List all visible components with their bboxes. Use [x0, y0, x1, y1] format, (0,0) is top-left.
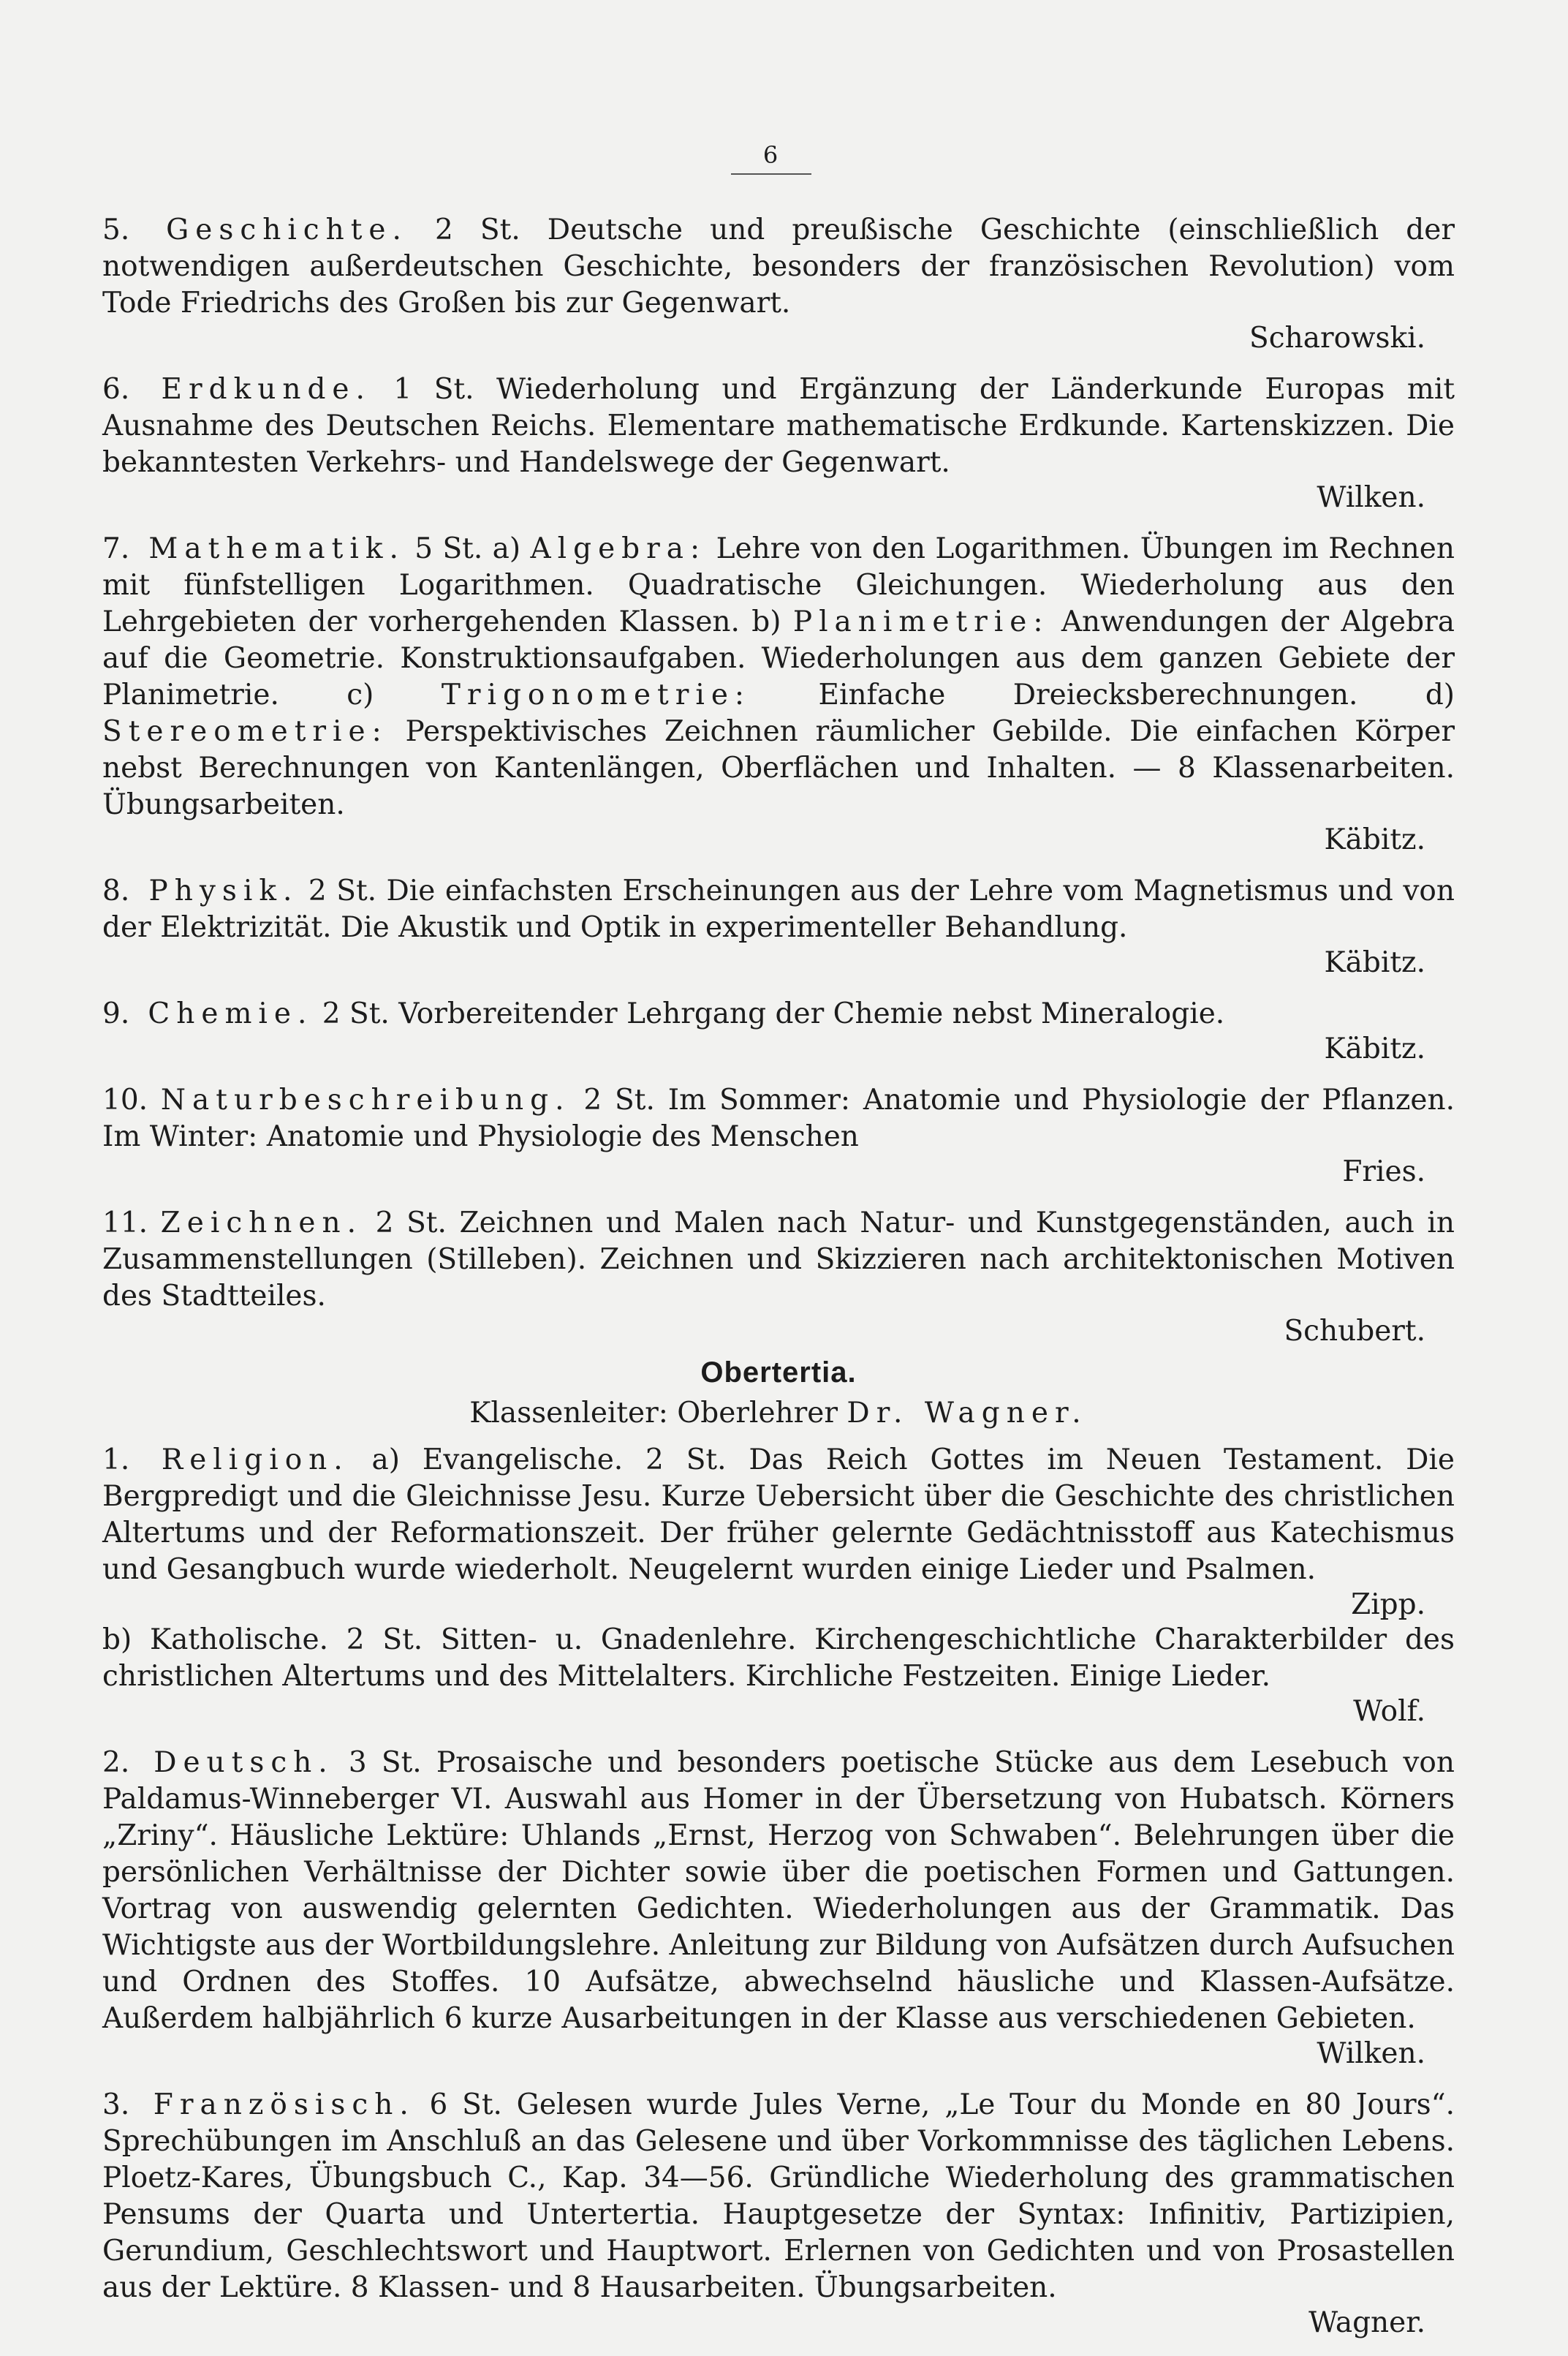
topic-term: Algebra: [530, 532, 707, 565]
item-text: 2 St. Zeichnen und Malen nach Natur- und Kunstgegenständen, auch in Zusammenstellungen (Stilleben). Zeichnen und Skizzieren nach architektonischen Motiven des Stadtteiles. [102, 1207, 1455, 1313]
item-number: 10. [102, 1084, 148, 1117]
teacher-name: Fries. [1342, 1155, 1425, 1188]
teacher-name: Käbitz. [1324, 946, 1425, 979]
item-text: 2 St. Vorbereitender Lehrgang der Chemie nebst Mineralogie. [322, 997, 1225, 1030]
teacher-name: Schubert. [1284, 1315, 1425, 1348]
item-text: 2 St. Die einfachsten Erscheinungen aus der Lehre vom Magnetismus und von der Elektrizität. Die Akustik und Optik in experimenteller Behandlung. [102, 875, 1455, 944]
class-teacher-line [102, 1395, 1455, 1432]
subject-heading: Naturbeschreibung. [160, 1084, 571, 1117]
page-content [102, 212, 1455, 2356]
topic-term: Stereometrie: [102, 715, 388, 748]
list-item [102, 996, 1455, 1066]
item-text: b) Katholische. 2 St. Sitten- u. Gnadenlehre. Kirchengeschichtliche Charakterbilder des christlichen Altertums und des Mittelalters. Kirchliche Festzeiten. Einige Lieder. [102, 1623, 1455, 1693]
list-item [102, 1442, 1455, 1729]
item-number: 5. [102, 214, 130, 246]
item-text: Anwendungen der Algebra auf die Geometrie. Konstruktionsaufgaben. Wiederholungen aus dem ganzen Gebiete der Planimetrie. c) [102, 605, 1455, 711]
teacher-name: Zipp. [1351, 1588, 1425, 1621]
item-number: 3. [102, 2088, 130, 2121]
teacher-name: Käbitz. [1324, 1032, 1425, 1065]
item-text: 2 St. Deutsche und preußische Geschichte (einschließlich der notwendigen außerdeutschen Geschichte, besonders der französischen Revolution) vom Tode Friedrichs des Großen bis zur Gegenwart. [102, 214, 1455, 320]
subject-heading: Französisch. [153, 2088, 415, 2121]
teacher-name: Scharowski. [1249, 322, 1425, 355]
teacher-name: Wilken. [1317, 2037, 1425, 2070]
section-title: Obertertia. [700, 1356, 857, 1389]
topic-term: Trigonometrie: [441, 679, 751, 711]
item-number: 11. [102, 1207, 148, 1239]
class-teacher-label: Klassenleiter: Oberlehrer [469, 1397, 838, 1430]
list-item [102, 873, 1455, 980]
list-item [102, 1745, 1455, 2071]
item-number: 7. [102, 532, 130, 565]
class-teacher-name: Dr. Wagner. [847, 1397, 1088, 1430]
topic-term: Planimetrie: [792, 605, 1050, 638]
list-item [102, 531, 1455, 857]
item-text: 2 St. Im Sommer: Anatomie und Physiologie der Pflanzen. Im Winter: Anatomie und Physiologie des Menschen [102, 1084, 1455, 1153]
item-text: Einfache Dreiecksberechnungen. d) [818, 679, 1455, 711]
subject-heading: Chemie. [148, 997, 314, 1030]
item-text: Perspektivisches Zeichnen räumlicher Gebilde. Die einfachen Körper nebst Berechnungen von Kantenlängen, Oberflächen und Inhalten. — 8 Klassenarbeiten. Übungsarbeiten. [102, 715, 1455, 821]
page-number: 6 [731, 141, 811, 175]
item-number: 8. [102, 875, 130, 907]
list-item [102, 1205, 1455, 1348]
item-text: Lehre von den Logarithmen. Übungen im Rechnen mit fünfstelligen Logarithmen. Quadratische Gleichungen. Wiederholung aus den Lehrgebieten der vorhergehenden Klassen. b) [102, 532, 1455, 638]
subject-heading: Physik. [148, 875, 299, 907]
subject-heading: Mathematik. [148, 532, 405, 565]
teacher-name: Wilken. [1317, 481, 1425, 514]
item-text: 6 St. Gelesen wurde Jules Verne, „Le Tour du Monde en 80 Jours“. Sprechübungen im Anschluß an das Gelesene und über Vorkommnisse des täglichen Lebens. Ploetz-Kares, Übungsbuch C., Kap. 34—56. Gründliche Wiederholung des grammatischen Pensums der Quarta und Untertertia. Hauptgesetze der Syntax: Infinitiv, Partizipien, Gerundium, Geschlechtswort und Hauptwort. Erlernen von Gedichten und von Prosastellen aus der Lektüre. 8 Klassen- und 8 Hausarbeiten. Übungsarbeiten. [102, 2088, 1455, 2304]
subject-heading: Erdkunde. [161, 373, 371, 406]
list-item [102, 1082, 1455, 1189]
subject-heading: Zeichnen. [160, 1207, 363, 1239]
list-item [102, 212, 1455, 355]
item-text: a) Evangelische. 2 St. Das Reich Gottes im Neuen Testament. Die Bergpredigt und die Gleichnisse Jesu. Kurze Uebersicht über die Geschichte des christlichen Altertums und der Reformationszeit. Der früher gelernte Gedächtnisstoff aus Katechismus und Gesangbuch wurde wiederholt. Neugelernt wurden einige Lieder und Psalmen. [102, 1443, 1455, 1586]
item-text: 1 St. Wiederholung und Ergänzung der Länderkunde Europas mit Ausnahme des Deutschen Reichs. Elementare mathematische Erdkunde. Kartenskizzen. Die bekanntesten Verkehrs- und Handelswege der Gegenwart. [102, 373, 1455, 479]
subject-heading: Religion. [161, 1443, 349, 1476]
item-text: 3 St. Prosaische und besonders poetische Stücke aus dem Lesebuch von Paldamus-Winneberger VI. Auswahl aus Homer in der Übersetzung von Hubatsch. Körners „Zriny“. Häusliche Lektüre: Uhlands „Ernst, Herzog von Schwaben“. Belehrungen über die persönlichen Verhältnisse der Dichter sowie über die poetischen Formen und Gattungen. Vortrag von auswendig gelernten Gedichten. Wiederholungen aus der Grammatik. Das Wichtigste aus der Wortbildungslehre. Anleitung zur Bildung von Aufsätzen durch Aufsuchen und Ordnen des Stoffes. 10 Aufsätze, abwechselnd häusliche und Klassen-Aufsätze. Außerdem halbjährlich 6 kurze Ausarbeitungen in der Klasse aus verschiedenen Gebieten. [102, 1746, 1455, 2035]
item-number: 6. [102, 373, 130, 406]
item-number: 9. [102, 997, 130, 1030]
item-text: 5 St. a) [414, 532, 521, 565]
item-number: 1. [102, 1443, 130, 1476]
teacher-name: Wagner. [1308, 2306, 1425, 2339]
teacher-name: Wolf. [1353, 1695, 1425, 1728]
item-subtext [102, 1622, 1455, 1695]
list-item [102, 2087, 1455, 2340]
subject-heading: Geschichte. [166, 214, 408, 246]
item-number: 2. [102, 1746, 130, 1779]
subject-heading: Deutsch. [154, 1746, 334, 1779]
list-item [102, 371, 1455, 515]
teacher-name: Käbitz. [1324, 823, 1425, 856]
